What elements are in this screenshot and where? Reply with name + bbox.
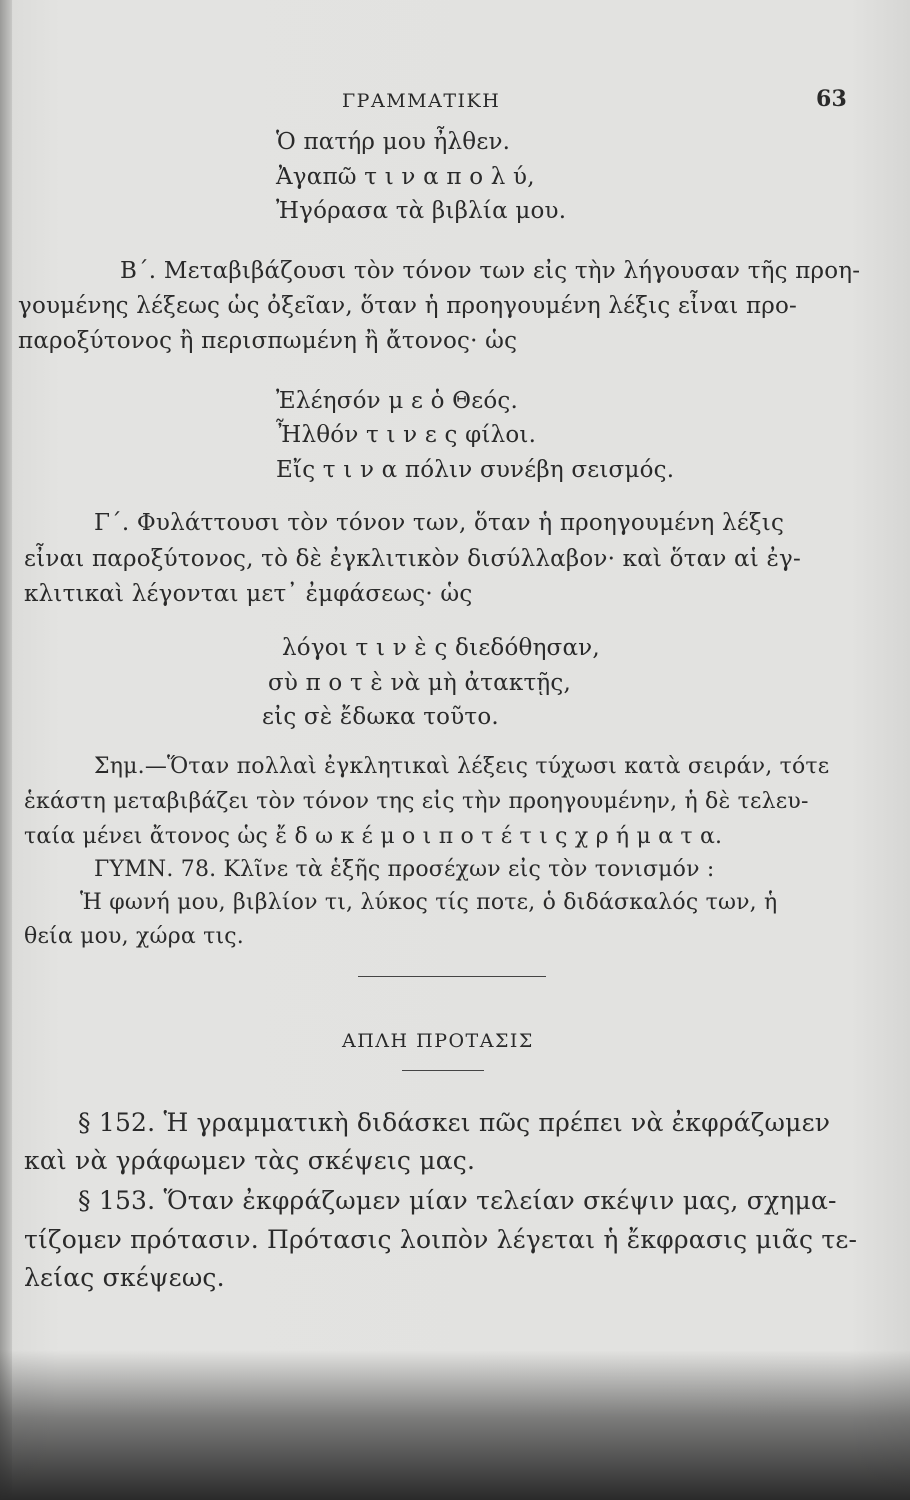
- example-line: Ἀγαπῶ τ ι ν α π ο λ ύ,: [276, 164, 535, 190]
- paragraph-line: γουμένης λέξεως ὡς ὀξεῖαν, ὅταν ἡ προηγουμένη λέξις εἶναι προ-: [18, 293, 798, 319]
- example-line: εἰς σὲ ἔδωκα τοῦτο.: [262, 704, 499, 730]
- exercise-line: Ἡ φωνή μου, βιβλίον τι, λύκος τίς ποτε, ὁ διδάσκαλός των, ἡ: [80, 890, 778, 915]
- paragraph-line: § 153. Ὅταν ἐκφράζωμεν μίαν τελείαν σκέψιν μας, σχημα-: [78, 1186, 837, 1215]
- book-spine-shadow: [0, 0, 12, 1500]
- paragraph-line: Γ΄. Φυλάττουσι τὸν τόνον των, ὅταν ἡ προηγουμένη λέξις: [94, 510, 785, 536]
- example-line: λόγοι τ ι ν ὲ ς διεδόθησαν,: [282, 635, 600, 661]
- section-title: ΑΠΛΗ ΠΡΟΤΑΣΙΣ: [342, 1030, 534, 1052]
- section-divider-top: [358, 976, 546, 977]
- note-line: ἑκάστη μεταβιβάζει τὸν τόνον της εἰς τὴν προηγουμένην, ἡ δὲ τελευ-: [24, 789, 809, 814]
- exercise-line: θεία μου, χώρα τις.: [24, 924, 244, 949]
- section-divider-bottom: [402, 1070, 484, 1071]
- paragraph-line: καὶ νὰ γράφωμεν τὰς σκέψεις μας.: [24, 1146, 476, 1175]
- example-line: Ἦλθόν τ ι ν ε ς φίλοι.: [276, 422, 537, 448]
- running-header-title: ΓΡΑΜΜΑΤΙΚΗ: [342, 90, 501, 112]
- paragraph-line: λείας σκέψεως.: [24, 1263, 225, 1292]
- paragraph-line: εἶναι παροξύτονος, τὸ δὲ ἐγκλιτικὸν δισύλλαβον· καὶ ὅταν αἱ ἐγ-: [24, 546, 801, 572]
- note-line: Σημ.—Ὅταν πολλαὶ ἐγκλητικαὶ λέξεις τύχωσι κατὰ σειράν, τότε: [94, 754, 830, 779]
- example-line: σὺ π ο τ ὲ νὰ μὴ ἀτακτῇς,: [268, 670, 571, 696]
- exercise-line: ΓΥΜΝ. 78. Κλῖνε τὰ ἑξῆς προσέχων εἰς τὸν τονισμόν :: [94, 857, 715, 882]
- example-line: Εἴς τ ι ν α πόλιν συνέβη σεισμός.: [276, 457, 675, 483]
- example-line: Ὁ πατήρ μου ἦλθεν.: [276, 129, 511, 155]
- note-line: ταία μένει ἄτονος ὡς ἔ δ ω κ έ μ ο ι π ο τ έ τ ι ς χ ρ ή μ α τ α.: [24, 824, 723, 849]
- paragraph-line: Β΄. Μεταβιβάζουσι τὸν τόνον των εἰς τὴν λήγουσαν τῆς προη-: [120, 258, 861, 284]
- paragraph-line: § 152. Ἡ γραμματικὴ διδάσκει πῶς πρέπει νὰ ἐκφράζωμεν: [78, 1108, 831, 1137]
- example-line: Ἐλέησόν μ ε ὁ Θεός.: [276, 388, 518, 414]
- paragraph-line: τίζομεν πρότασιν. Πρότασις λοιπὸν λέγεται ἡ ἔκφρασις μιᾶς τε-: [24, 1225, 858, 1254]
- paragraph-line: παροξύτονος ἢ περισπωμένη ἢ ἄτονος· ὡς: [18, 328, 518, 354]
- paragraph-line: κλιτικαὶ λέγονται μετ᾽ ἐμφάσεως· ὡς: [24, 581, 473, 607]
- scan-bottom-shadow: [0, 1350, 910, 1500]
- page-number: 63: [816, 86, 848, 112]
- example-line: Ἠγόρασα τὰ βιβλία μου.: [276, 198, 567, 224]
